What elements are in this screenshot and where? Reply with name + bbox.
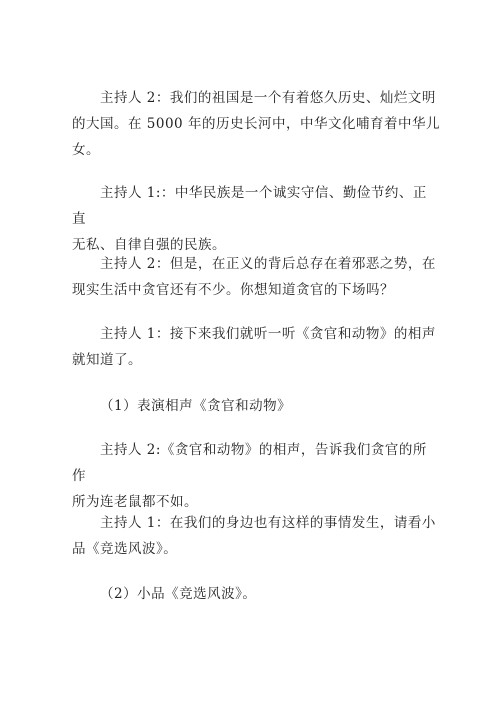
- paragraph-host2-intro: [72, 85, 440, 163]
- text-line: （2）小品《竞选风波》。: [100, 586, 257, 602]
- text-line: 现实生活中贪官还有不少。你想知道贪官的下场吗？: [72, 282, 394, 298]
- text-line: 所为连老鼠都不如。: [72, 494, 198, 510]
- text-line: 主持人 2:《贪官和动物》的相声，告诉我们贪官的所作: [72, 442, 427, 484]
- paragraph-host2-corruption: [72, 251, 440, 303]
- program-item-2: [72, 581, 440, 607]
- text-line: 就知道了。: [72, 352, 142, 368]
- paragraph-host1-crosstalk-intro: [72, 321, 440, 373]
- text-line: 女。: [72, 142, 100, 158]
- paragraph-host1-nation: [72, 180, 440, 258]
- text-line: （1）表演相声《贪官和动物》: [100, 398, 292, 414]
- text-line: 主持人 1：在我们的身边也有这样的事情发生，请看小: [100, 515, 436, 531]
- text-line: 的大国。在 5000 年的历史长河中，中华文化哺育着中华儿: [72, 116, 440, 132]
- text-line: 主持人 2：我们的祖国是一个有着悠久历史、灿烂文明: [100, 90, 436, 106]
- text-line: 无私、自律自强的民族。: [72, 237, 226, 253]
- program-item-1: [72, 393, 440, 419]
- text-line: 主持人 1：接下来我们就听一听《贪官和动物》的相声: [100, 326, 436, 342]
- text-line: 主持人 2：但是，在正义的背后总存在着邪恶之势，在: [100, 256, 436, 272]
- paragraph-host1-sketch-intro: [72, 510, 440, 562]
- paragraph-host2-crosstalk-summary: [72, 437, 440, 515]
- text-line: 品《竞选风波》。: [72, 541, 178, 557]
- text-line: 主持人 1:：中华民族是一个诚实守信、勤俭节约、正直: [72, 185, 427, 227]
